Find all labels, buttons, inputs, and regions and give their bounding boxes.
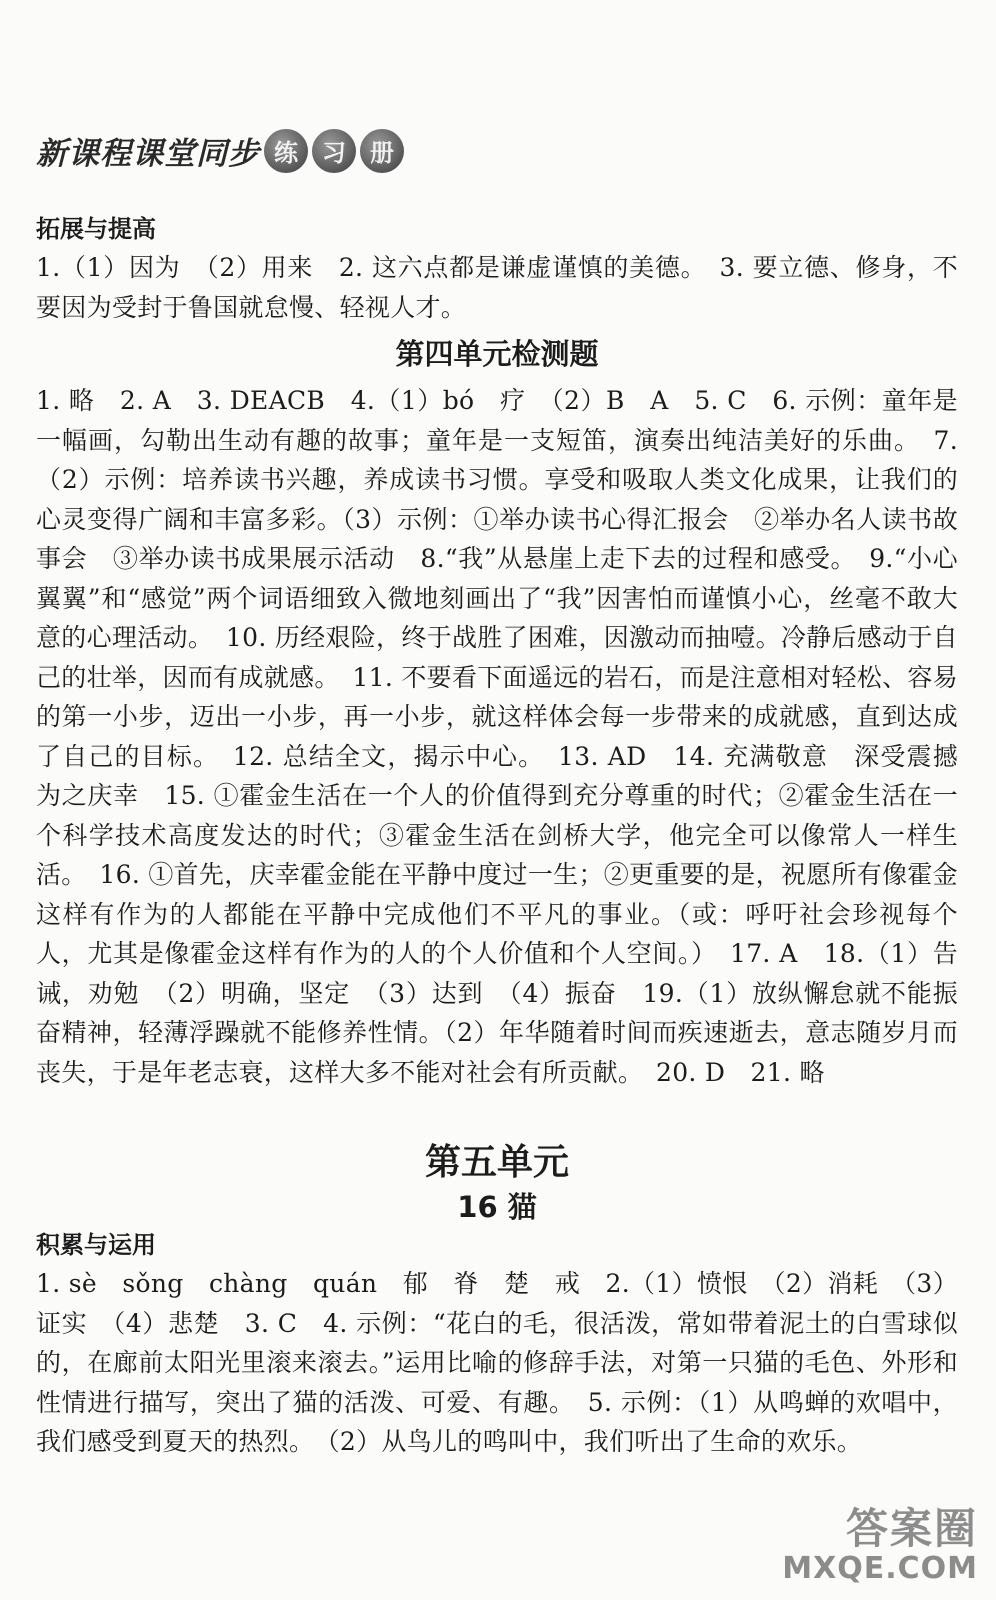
watermark-logo: 答案圈 <box>845 1504 978 1553</box>
series-title: 新课程课堂同步 <box>36 136 260 172</box>
accumulation-label: 积累与运用 <box>36 1231 156 1259</box>
site-watermark <box>782 1504 978 1586</box>
unit4-test-title: 第四单元检测题 <box>395 337 599 371</box>
badge-lian: 练 <box>264 129 308 173</box>
extension-answers: 1.（1）因为 （2）用来 2. 这六点都是谦虚谨慎的美德。 3. 要立德、修身，不要因为受封于鲁国就怠慢、轻视人才。 <box>36 253 958 322</box>
answer-content <box>36 210 984 1462</box>
lesson-title: 16 猫 <box>457 1190 537 1224</box>
extension-label: 拓展与提高 <box>36 215 156 243</box>
unit5-title: 第五单元 <box>424 1142 569 1183</box>
page-header <box>36 128 404 173</box>
watermark-url: MXQE.COM <box>782 1551 978 1586</box>
badge-ce: 册 <box>360 129 404 173</box>
unit4-test-answers: 1. 略 2. A 3. DEACB 4.（1）bó 疗 （2）B A 5. C 6. 示例：童年是一幅画，勾勒出生动有趣的故事；童年是一支短笛，演奏出纯洁美好的乐曲。 7.（2）示例：培养读书兴趣，养成读书习惯。享受和吸取人类文化成果，让我们的心灵变得广阔和丰富多彩。（3）示例：①举办读书心得汇报会 ②举办名人读书故事会 ③举办读书成果展示活动 8.“我”从悬崖上走下去的过程和感受。 9.“小心翼翼”和“感觉”两个词语细致入微地刻画出了“我”因害怕而谨慎小心，丝毫不敢大意的心理活动。 10. 历经艰险，终于战胜了困难，因激动而抽噎。冷静后感动于自己的壮举，因而有成就感。 11. 不要看下面遥远的岩石，而是注意相对轻松、容易的第一小步，迈出一小步，再一小步，就这样体会每一步带来的成就感，直到达成了自己的目标。 12. 总结全文，揭示中心。 13. AD 14. 充满敬意 深受震撼 为之庆幸 15. ①霍金生活在一个人的价值得到充分尊重的时代；②霍金生活在一个科学技术高度发达的时代；③霍金生活在剑桥大学，他完全可以像常人一样生活。 16. ①首先，庆幸霍金能在平静中度过一生；②更重要的是，祝愿所有像霍金这样有作为的人都能在平静中完成他们不平凡的事业。（或：呼吁社会珍视每个人，尤其是像霍金这样有作为的人的个人价值和个人空间。） 17. A 18.（1）告诫，劝勉 （2）明确，坚定 （3）达到 （4）振奋 19.（1）放纵懈怠就不能振奋精神，轻薄浮躁就不能修养性情。（2）年华随着时间而疾速逝去，意志随岁月而丧失，于是年老志衰，这样大多不能对社会有所贡献。 20. D 21. 略 <box>36 386 984 1087</box>
lesson-answers: 1. sè sǒng chàng quán 郁 脊 楚 戒 2.（1）愤恨 （2）消耗 （3）证实 （4）悲楚 3. C 4. 示例：“花白的毛，很活泼，常如带着泥土的白雪球似的，在廊前太阳光里滚来滚去。”运用比喻的修辞手法，对第一只猫的毛色、外形和性情进行描写，突出了猫的活泼、可爱、有趣。 5. 示例：（1）从鸣蝉的欢唱中，我们感受到夏天的热烈。 （2）从鸟儿的鸣叫中，我们听出了生命的欢乐。 <box>36 1269 958 1456</box>
badge-xi: 习 <box>312 129 356 173</box>
